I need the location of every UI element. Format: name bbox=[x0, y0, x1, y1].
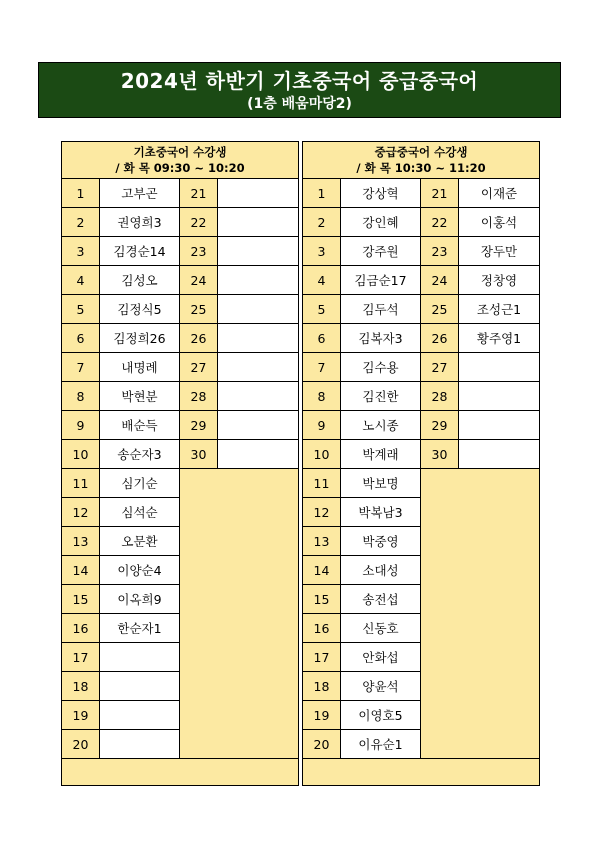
row-number: 19 bbox=[303, 701, 341, 730]
student-name bbox=[218, 179, 299, 208]
student-name: 권영희3 bbox=[100, 208, 180, 237]
student-name: 소대성 bbox=[341, 556, 421, 585]
row-number: 20 bbox=[303, 730, 341, 759]
student-name: 이양순4 bbox=[100, 556, 180, 585]
row-number: 29 bbox=[180, 411, 218, 440]
row-number: 2 bbox=[303, 208, 341, 237]
roster-header-title: 중급중국어 수강생 bbox=[374, 145, 468, 159]
row-number: 12 bbox=[62, 498, 100, 527]
table-footer-row bbox=[62, 759, 299, 786]
row-number: 17 bbox=[62, 643, 100, 672]
table-row bbox=[303, 295, 540, 324]
row-number: 7 bbox=[62, 353, 100, 382]
row-number: 10 bbox=[303, 440, 341, 469]
row-number: 24 bbox=[180, 266, 218, 295]
student-name: 김진한 bbox=[341, 382, 421, 411]
table-row bbox=[303, 179, 540, 208]
empty-area bbox=[180, 469, 299, 759]
student-name: 송순자3 bbox=[100, 440, 180, 469]
student-name bbox=[218, 295, 299, 324]
row-number: 13 bbox=[303, 527, 341, 556]
table-row bbox=[62, 469, 299, 498]
student-name: 박계래 bbox=[341, 440, 421, 469]
row-number: 10 bbox=[62, 440, 100, 469]
table-row bbox=[303, 266, 540, 295]
row-number: 9 bbox=[62, 411, 100, 440]
student-name: 이영호5 bbox=[341, 701, 421, 730]
row-number: 16 bbox=[303, 614, 341, 643]
title-banner bbox=[38, 62, 561, 118]
student-name: 송전섭 bbox=[341, 585, 421, 614]
table-row bbox=[62, 411, 299, 440]
student-name: 김성오 bbox=[100, 266, 180, 295]
table-row bbox=[303, 469, 540, 498]
student-name: 김복자3 bbox=[341, 324, 421, 353]
student-name: 강상혁 bbox=[341, 179, 421, 208]
row-number: 2 bbox=[62, 208, 100, 237]
table-row bbox=[303, 208, 540, 237]
table-row bbox=[62, 179, 299, 208]
row-number: 19 bbox=[62, 701, 100, 730]
roster-header-title: 기초중국어 수강생 bbox=[133, 145, 227, 159]
student-name: 노시종 bbox=[341, 411, 421, 440]
table-footer bbox=[62, 759, 299, 786]
row-number: 8 bbox=[303, 382, 341, 411]
row-number: 6 bbox=[62, 324, 100, 353]
table-row bbox=[303, 411, 540, 440]
student-name: 김금순17 bbox=[341, 266, 421, 295]
row-number: 21 bbox=[180, 179, 218, 208]
row-number: 18 bbox=[303, 672, 341, 701]
student-name: 강인혜 bbox=[341, 208, 421, 237]
table-row bbox=[303, 353, 540, 382]
student-name: 김정희26 bbox=[100, 324, 180, 353]
row-number: 1 bbox=[62, 179, 100, 208]
table-row bbox=[62, 295, 299, 324]
row-number: 11 bbox=[303, 469, 341, 498]
table-row bbox=[303, 382, 540, 411]
intermediate-class-roster bbox=[302, 141, 540, 786]
student-name bbox=[459, 382, 540, 411]
student-name: 박복남3 bbox=[341, 498, 421, 527]
row-number: 26 bbox=[180, 324, 218, 353]
student-name: 심기순 bbox=[100, 469, 180, 498]
row-number: 15 bbox=[62, 585, 100, 614]
student-name: 배순득 bbox=[100, 411, 180, 440]
student-name: 고부곤 bbox=[100, 179, 180, 208]
row-number: 24 bbox=[421, 266, 459, 295]
student-name: 박중영 bbox=[341, 527, 421, 556]
student-name: 정창영 bbox=[459, 266, 540, 295]
row-number: 3 bbox=[303, 237, 341, 266]
student-name bbox=[459, 411, 540, 440]
row-number: 5 bbox=[303, 295, 341, 324]
row-number: 30 bbox=[180, 440, 218, 469]
row-number: 13 bbox=[62, 527, 100, 556]
row-number: 4 bbox=[62, 266, 100, 295]
row-number: 9 bbox=[303, 411, 341, 440]
student-name: 오문환 bbox=[100, 527, 180, 556]
student-name: 김경순14 bbox=[100, 237, 180, 266]
table-row bbox=[62, 440, 299, 469]
student-name bbox=[100, 643, 180, 672]
student-name bbox=[459, 353, 540, 382]
table-row bbox=[62, 266, 299, 295]
row-number: 18 bbox=[62, 672, 100, 701]
student-name: 신동호 bbox=[341, 614, 421, 643]
row-number: 3 bbox=[62, 237, 100, 266]
student-name bbox=[100, 672, 180, 701]
student-name bbox=[218, 208, 299, 237]
student-name: 강주원 bbox=[341, 237, 421, 266]
row-number: 5 bbox=[62, 295, 100, 324]
row-number: 7 bbox=[303, 353, 341, 382]
roster-header-schedule: / 화 목 09:30 ~ 10:20 bbox=[115, 161, 245, 175]
row-number: 14 bbox=[303, 556, 341, 585]
row-number: 26 bbox=[421, 324, 459, 353]
table-row bbox=[62, 237, 299, 266]
row-number: 17 bbox=[303, 643, 341, 672]
student-name bbox=[100, 701, 180, 730]
table-footer bbox=[303, 759, 540, 786]
student-name bbox=[459, 440, 540, 469]
row-number: 1 bbox=[303, 179, 341, 208]
row-number: 28 bbox=[421, 382, 459, 411]
empty-area bbox=[421, 469, 540, 759]
row-number: 27 bbox=[180, 353, 218, 382]
row-number: 4 bbox=[303, 266, 341, 295]
student-name: 이옥희9 bbox=[100, 585, 180, 614]
student-name bbox=[100, 730, 180, 759]
student-name bbox=[218, 266, 299, 295]
roster-header bbox=[62, 142, 299, 179]
row-number: 6 bbox=[303, 324, 341, 353]
student-name bbox=[218, 411, 299, 440]
student-name: 심석순 bbox=[100, 498, 180, 527]
student-name: 장두만 bbox=[459, 237, 540, 266]
student-name: 조성근1 bbox=[459, 295, 540, 324]
student-name bbox=[218, 353, 299, 382]
table-footer-row bbox=[303, 759, 540, 786]
row-number: 21 bbox=[421, 179, 459, 208]
row-number: 22 bbox=[180, 208, 218, 237]
row-number: 27 bbox=[421, 353, 459, 382]
row-number: 28 bbox=[180, 382, 218, 411]
table-row bbox=[62, 208, 299, 237]
row-number: 23 bbox=[180, 237, 218, 266]
student-name: 한순자1 bbox=[100, 614, 180, 643]
student-name: 안화섭 bbox=[341, 643, 421, 672]
student-name: 이홍석 bbox=[459, 208, 540, 237]
row-number: 15 bbox=[303, 585, 341, 614]
student-name bbox=[218, 382, 299, 411]
student-name: 김정식5 bbox=[100, 295, 180, 324]
row-number: 23 bbox=[421, 237, 459, 266]
row-number: 14 bbox=[62, 556, 100, 585]
student-name bbox=[218, 324, 299, 353]
table-row bbox=[62, 382, 299, 411]
student-name: 김수용 bbox=[341, 353, 421, 382]
table-row bbox=[62, 324, 299, 353]
student-name: 내명례 bbox=[100, 353, 180, 382]
student-name: 황주영1 bbox=[459, 324, 540, 353]
roster-header bbox=[303, 142, 540, 179]
student-name: 박보명 bbox=[341, 469, 421, 498]
row-number: 22 bbox=[421, 208, 459, 237]
row-number: 30 bbox=[421, 440, 459, 469]
row-number: 29 bbox=[421, 411, 459, 440]
student-name: 박현분 bbox=[100, 382, 180, 411]
roster-header-schedule: / 화 목 10:30 ~ 11:20 bbox=[356, 161, 486, 175]
row-number: 11 bbox=[62, 469, 100, 498]
row-number: 25 bbox=[180, 295, 218, 324]
row-number: 20 bbox=[62, 730, 100, 759]
student-name: 이유순1 bbox=[341, 730, 421, 759]
student-name bbox=[218, 440, 299, 469]
table-row bbox=[62, 353, 299, 382]
page-title: 2024년 하반기 기초중국어 중급중국어 bbox=[120, 69, 479, 93]
row-number: 12 bbox=[303, 498, 341, 527]
table-row bbox=[303, 324, 540, 353]
table-row bbox=[303, 237, 540, 266]
student-name: 이재준 bbox=[459, 179, 540, 208]
table-row bbox=[303, 440, 540, 469]
student-name: 양윤석 bbox=[341, 672, 421, 701]
page-subtitle: (1층 배움마당2) bbox=[247, 96, 352, 112]
basic-class-roster bbox=[61, 141, 299, 786]
row-number: 25 bbox=[421, 295, 459, 324]
student-name bbox=[218, 237, 299, 266]
row-number: 16 bbox=[62, 614, 100, 643]
student-name: 김두석 bbox=[341, 295, 421, 324]
row-number: 8 bbox=[62, 382, 100, 411]
